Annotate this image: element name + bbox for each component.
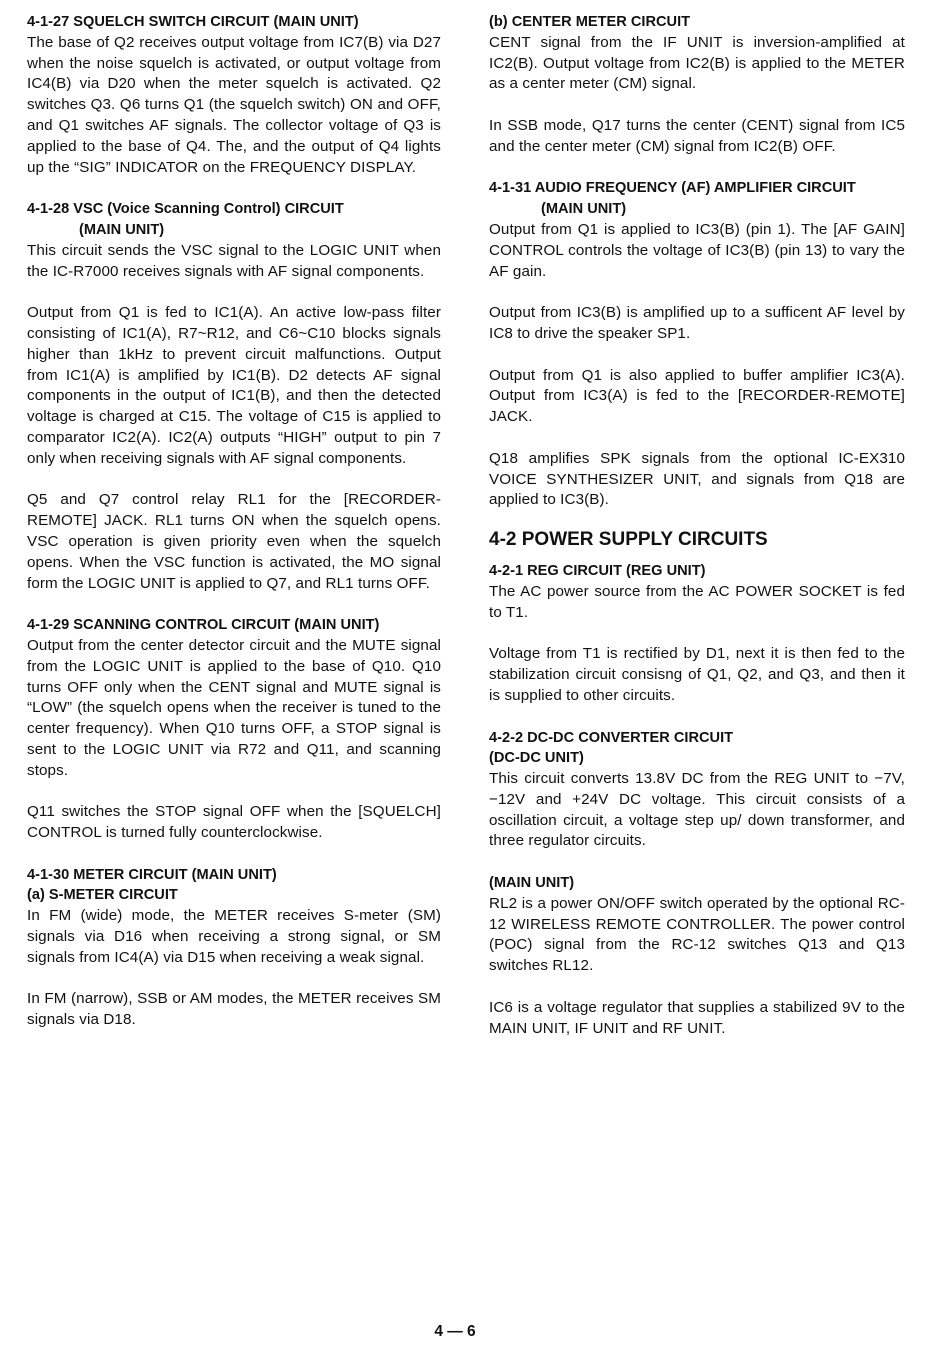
right-column: [489, 12, 905, 1039]
section-4-1-31-paragraph-2: Output from IC3(B) is amplified up to a sufficent AF level by IC8 to drive the speaker SP1.: [489, 304, 905, 342]
section-4-1-30-paragraph-1: In FM (wide) mode, the METER receives S-meter (SM) signals via D16 when receiving a strong signal, or SM signals from IC4(A) via D15 when receiving a weak signal.: [27, 907, 441, 966]
section-4-2-1-paragraph-2: Voltage from T1 is rectified by D1, next it is then fed to the stabilization circuit consisng of Q1, Q2, and Q3, and then it is supplied to other circuits.: [489, 645, 905, 704]
section-4-1-30b-subtitle: (b) CENTER METER CIRCUIT: [489, 14, 691, 30]
section-4-2-1-title: 4-2-1 REG CIRCUIT (REG UNIT): [489, 563, 706, 580]
section-4-1-30b-paragraph-2: In SSB mode, Q17 turns the center (CENT) signal from IC5 and the center meter (CM) signal from IC2(B) OFF.: [489, 116, 905, 155]
section-4-2-1-paragraph-1: The AC power source from the AC POWER SOCKET is fed to T1.: [489, 582, 905, 621]
section-4-2-2-title: 4-2-2 DC-DC CONVERTER CIRCUIT: [489, 729, 734, 746]
page-number: 4 — 6: [434, 1323, 476, 1340]
section-4-2-2-title-unit: (DC-DC UNIT): [489, 750, 584, 767]
section-4-1-30-paragraph-2: In FM (narrow), SSB or AM modes, the METER receives SM signals via D18.: [27, 990, 441, 1029]
section-4-1-29-title: 4-1-29 SCANNING CONTROL CIRCUIT (MAIN UNIT): [27, 617, 380, 634]
section-4-1-28-paragraph-2: Output from Q1 is fed to IC1(A). An active low-pass filter consisting of IC1(A), R7~R12, and C6~C10 blocks signals higher than 1kHz to prevent circuit malfunctions. Output from IC1(A) is amplified by IC1(B). D2 detects AF signal components in the output of IC1(B), and then the detected voltage is charged at C15. The voltage of C15 is applied to comparator IC2(A). IC2(A) outputs “HIGH” output to pin 7 only when receiving signals with AF signal components.: [27, 304, 441, 467]
section-4-1-31-paragraph-3: Output from Q1 is also applied to buffer amplifier IC3(A). Output from IC3(A) is fed to the [RECORDER-REMOTE] JACK.: [489, 366, 905, 426]
section-4-1-30-subtitle-a: (a) S-METER CIRCUIT: [27, 887, 178, 904]
section-4-1-28-paragraph-3: Q5 and Q7 control relay RL1 for the [RECORDER-REMOTE] JACK. RL1 turns ON when the squelch opens. VSC operation is given priority even when the squelch opens. When the VSC function is activated, the MO signal form the LOGIC UNIT is applied to Q7, and RL1 turns OFF.: [27, 491, 441, 592]
section-4-1-31-paragraph-4: Q18 amplifies SPK signals from the optional IC-EX310 VOICE SYNTHESIZER UNIT, and signals from Q18 are applied to IC3(B).: [489, 449, 905, 509]
section-4-1-29-paragraph-1: Output from the center detector circuit and the MUTE signal from the LOGIC UNIT is applied to the base of Q10. Q10 turns OFF only when the CENT signal and MUTE signal is “LOW” (the squelch opens when the receiver is tuned to the center frequency). When Q10 turns OFF, a STOP signal is sent to the LOGIC UNIT via R72 and Q11, and scanning stops.: [27, 636, 441, 779]
section-4-2-2-paragraph-1: This circuit converts 13.8V DC from the REG UNIT to −7V, −12V and +24V DC voltage. This circuit consists of a oscillation circuit, a voltage step up/ down transformer, and three regulator circuits.: [489, 770, 905, 850]
section-4-1-28-title: 4-1-28 VSC (Voice Scanning Control) CIRCUIT: [27, 201, 344, 218]
section-4-1-31-paragraph-1: Output from Q1 is applied to IC3(B) (pin 1). The [AF GAIN] CONTROL controls the voltage of IC3(B) (pin 13) to vary the AF gain.: [489, 220, 905, 280]
section-4-1-29-paragraph-2: Q11 switches the STOP signal OFF when the [SQUELCH] CONTROL is turned fully counterclockwise.: [27, 803, 441, 842]
section-4-2-2-subtitle-main-unit: (MAIN UNIT): [489, 875, 575, 892]
section-4-2-title: 4-2 POWER SUPPLY CIRCUITS: [489, 529, 768, 551]
section-4-2-2-paragraph-3: IC6 is a voltage regulator that supplies a stabilized 9V to the MAIN UNIT, IF UNIT and RF UNIT.: [489, 998, 905, 1037]
section-4-2-2-paragraph-2: RL2 is a power ON/OFF switch operated by the optional RC-12 WIRELESS REMOTE CONTROLLER. The power control (POC) signal from the RC-12 switches Q13 and Q13 switches RL12.: [489, 894, 905, 975]
section-4-1-28-title-unit: (MAIN UNIT): [79, 221, 165, 238]
section-4-1-28-paragraph-1: This circuit sends the VSC signal to the LOGIC UNIT when the IC-R7000 receives signals with AF signal components.: [27, 241, 441, 280]
section-4-1-31-title: 4-1-31 AUDIO FREQUENCY (AF) AMPLIFIER CIRCUIT: [489, 180, 856, 197]
section-4-1-27-title: 4-1-27 SQUELCH SWITCH CIRCUIT (MAIN UNIT): [27, 14, 359, 30]
section-4-1-30b-paragraph-1: CENT signal from the IF UNIT is inversion-amplified at IC2(B). Output voltage from IC2(B) is applied to the METER as a center meter (CM) signal.: [489, 33, 905, 93]
section-4-1-30-title: 4-1-30 METER CIRCUIT (MAIN UNIT): [27, 866, 277, 883]
section-4-1-31-title-unit: (MAIN UNIT): [541, 201, 627, 218]
left-column: [27, 12, 441, 1031]
section-4-1-27-paragraph: The base of Q2 receives output voltage from IC7(B) via D27 when the noise squelch is activated, or output voltage from IC4(B) via D20 when the meter squelch is activated. Q2 switches Q3. Q6 turns Q1 (the squelch switch) ON and OFF, and Q1 switches AF signals. The collector voltage of Q3 is applied to the base of Q4. The, and the output of Q4 lights up the “SIG” INDICATOR on the FREQUENCY DISPLAY.: [27, 33, 441, 176]
